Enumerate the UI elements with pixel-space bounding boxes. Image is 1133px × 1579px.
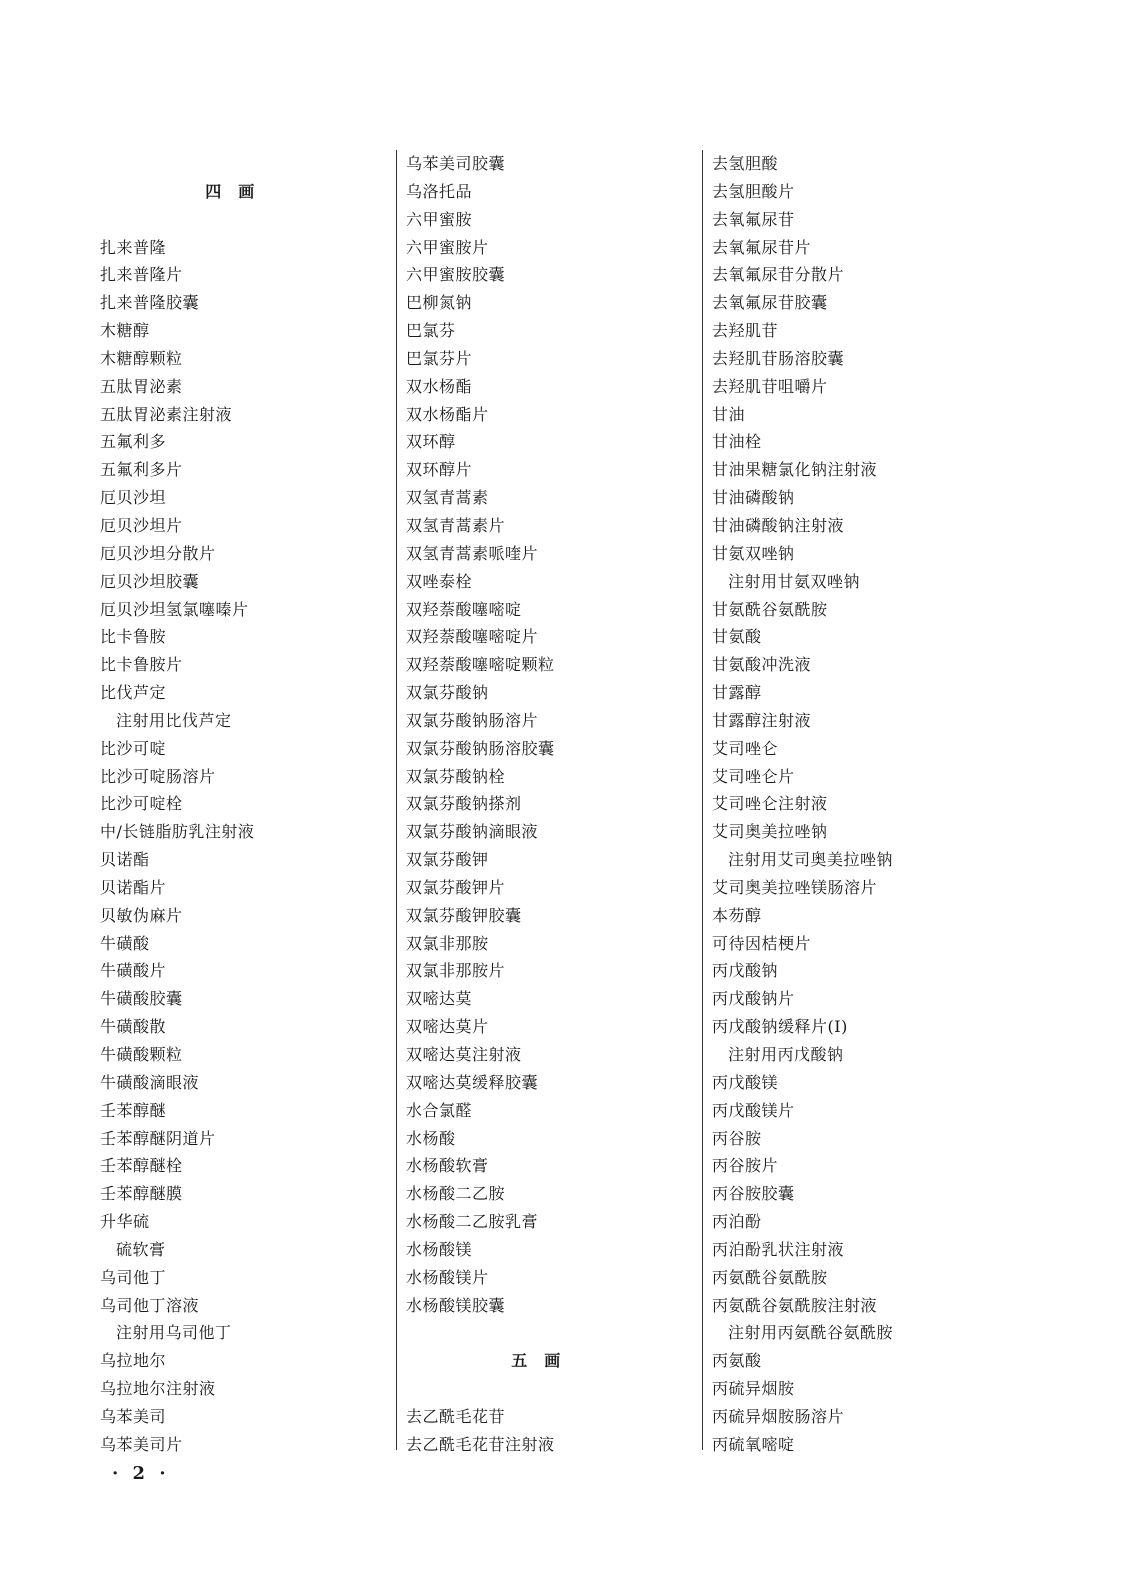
- index-entry: 水杨酸镁胶囊: [406, 1295, 506, 1315]
- index-entry: 丙泊酚: [712, 1212, 762, 1232]
- index-subentry: 注射用丙氨酰谷氨酰胺: [728, 1323, 894, 1343]
- index-subentry: 注射用丙戊酸钠: [728, 1045, 844, 1064]
- index-entry: 壬苯醇醚膜: [100, 1184, 183, 1204]
- index-entry: 比卡鲁胺片: [100, 655, 183, 675]
- index-entry: 去氢胆酸: [712, 154, 779, 173]
- index-entry: 艾司唑仑: [712, 738, 779, 758]
- index-entry: 乌苯美司胶囊: [406, 154, 506, 173]
- index-entry: 去乙酰毛花苷: [406, 1406, 506, 1426]
- index-entry: 丙氨酰谷氨酰胺: [712, 1267, 828, 1287]
- index-entry: 甘氨酰谷氨酰胺: [712, 599, 828, 619]
- index-entry: 丙氨酰谷氨酰胺注射液: [712, 1295, 878, 1315]
- index-entry: 巴柳氮钠: [406, 293, 473, 313]
- index-entry: 双环醇片: [406, 460, 473, 480]
- index-entry: 牛磺酸: [100, 933, 150, 953]
- index-entry: 牛磺酸滴眼液: [100, 1072, 200, 1092]
- index-entry: 厄贝沙坦氢氯噻嗪片: [100, 599, 249, 619]
- index-entry: 乌拉地尔注射液: [100, 1379, 216, 1399]
- spacer: [406, 1375, 696, 1403]
- index-entry: 壬苯醇醚栓: [100, 1156, 183, 1176]
- index-entry: 牛磺酸颗粒: [100, 1045, 183, 1064]
- index-entry: 艾司奥美拉唑钠: [712, 822, 828, 842]
- index-entry: 双唑泰栓: [406, 571, 473, 591]
- index-entry: 水杨酸镁片: [406, 1267, 489, 1287]
- index-entry: 双嘧达莫缓释胶囊: [406, 1072, 539, 1092]
- index-entry: 双氯非那胺片: [406, 961, 506, 981]
- index-entry: 双嘧达莫片: [406, 1017, 489, 1037]
- index-entry: 五氟利多片: [100, 460, 183, 480]
- index-entry: 艾司奥美拉唑镁肠溶片: [712, 877, 878, 897]
- index-entry: 六甲蜜胺片: [406, 237, 489, 257]
- index-entry: 艾司唑仑片: [712, 766, 795, 786]
- index-entry: 水杨酸二乙胺: [406, 1184, 506, 1204]
- index-entry: 五肽胃泌素: [100, 376, 183, 396]
- index-entry: 比沙可啶: [100, 738, 167, 758]
- index-entry: 双氯非那胺: [406, 933, 489, 953]
- index-entry: 牛磺酸胶囊: [100, 989, 183, 1009]
- index-entry: 六甲蜜胺: [406, 209, 473, 229]
- index-entry: 甘氨双唑钠: [712, 543, 795, 563]
- index-entry: 贝敏伪麻片: [100, 905, 183, 925]
- index-entry: 甘露醇: [712, 683, 762, 703]
- index-entry: 双氯芬酸钠肠溶胶囊: [406, 738, 555, 758]
- index-entry: 甘露醇注射液: [712, 710, 812, 730]
- column-divider: [702, 150, 703, 1450]
- index-entry: 双氯芬酸钾片: [406, 877, 506, 897]
- index-entry: 双环醇: [406, 432, 456, 452]
- index-entry: 水杨酸镁: [406, 1239, 473, 1259]
- page-number: · 2 ·: [112, 1463, 170, 1484]
- index-entry: 六甲蜜胺胶囊: [406, 265, 506, 285]
- index-entry: 双嘧达莫注射液: [406, 1045, 522, 1064]
- stroke-count-heading: 四 画: [205, 181, 255, 201]
- index-entry: 艾司唑仑注射液: [712, 794, 828, 814]
- index-entry: 去羟肌苷咀嚼片: [712, 376, 828, 396]
- index-entry: 去氢胆酸片: [712, 181, 795, 201]
- stroke-count-heading: 五 画: [511, 1351, 561, 1371]
- index-entry: 乌苯美司: [100, 1406, 167, 1426]
- index-subentry: 注射用甘氨双唑钠: [728, 571, 861, 591]
- index-entry: 丙硫异烟胺: [712, 1379, 795, 1399]
- index-column-3: [712, 150, 1012, 1459]
- spacer: [100, 150, 390, 178]
- index-entry: 甘油栓: [712, 432, 762, 452]
- index-entry: 比卡鲁胺: [100, 627, 167, 647]
- index-entry: 水杨酸软膏: [406, 1156, 489, 1176]
- index-entry: 厄贝沙坦胶囊: [100, 571, 200, 591]
- index-entry: 丙戊酸钠片: [712, 989, 795, 1009]
- index-entry: 贝诺酯: [100, 850, 150, 870]
- index-entry: 乌司他丁溶液: [100, 1295, 200, 1315]
- index-entry: 去氧氟尿苷: [712, 209, 795, 229]
- index-subentry: 注射用艾司奥美拉唑钠: [728, 850, 894, 870]
- index-entry: 甘氨酸: [712, 627, 762, 647]
- index-entry: 双氢青蒿素片: [406, 515, 506, 535]
- index-entry: 比伐芦定: [100, 683, 167, 703]
- index-entry: 丙硫异烟胺肠溶片: [712, 1406, 845, 1426]
- index-entry: 巴氯芬: [406, 321, 456, 341]
- index-subentry: 注射用比伐芦定: [116, 710, 232, 730]
- index-entry: 去氧氟尿苷胶囊: [712, 293, 828, 313]
- index-entry: 厄贝沙坦片: [100, 515, 183, 535]
- index-entry: 牛磺酸片: [100, 961, 167, 981]
- spacer: [100, 206, 390, 234]
- index-entry: 双氯芬酸钠栓: [406, 766, 506, 786]
- index-entry: 牛磺酸散: [100, 1017, 167, 1037]
- index-entry: 丙戊酸钠: [712, 961, 779, 981]
- index-entry: 去乙酰毛花苷注射液: [406, 1434, 555, 1454]
- index-entry: 甘油磷酸钠: [712, 488, 795, 508]
- index-entry: 丙戊酸镁: [712, 1072, 779, 1092]
- index-entry: 本芴醇: [712, 905, 762, 925]
- index-entry: 厄贝沙坦分散片: [100, 543, 216, 563]
- index-entry: 木糖醇颗粒: [100, 348, 183, 368]
- index-entry: 双氯芬酸钠: [406, 683, 489, 703]
- index-entry: 丙硫氧嘧啶: [712, 1434, 795, 1454]
- index-entry: 升华硫: [100, 1212, 150, 1232]
- index-entry: 乌洛托品: [406, 181, 473, 201]
- index-entry: 丙谷胺胶囊: [712, 1184, 795, 1204]
- index-entry: 去氧氟尿苷分散片: [712, 265, 845, 285]
- index-entry: 壬苯醇醚阴道片: [100, 1128, 216, 1148]
- index-entry: 水杨酸: [406, 1128, 456, 1148]
- index-entry: 双羟萘酸噻嘧啶: [406, 599, 522, 619]
- index-entry: 丙氨酸: [712, 1351, 762, 1371]
- index-entry: 双氯芬酸钾: [406, 850, 489, 870]
- index-entry: 五氟利多: [100, 432, 167, 452]
- index-subentry: 硫软膏: [116, 1239, 166, 1259]
- column-divider: [396, 150, 397, 1450]
- index-entry: 比沙可啶栓: [100, 794, 183, 814]
- index-entry: 壬苯醇醚: [100, 1100, 167, 1120]
- index-entry: 双水杨酯片: [406, 404, 489, 424]
- index-column-2: [406, 150, 696, 1459]
- index-entry: 丙戊酸镁片: [712, 1100, 795, 1120]
- index-entry: 去羟肌苷: [712, 321, 779, 341]
- index-entry: 厄贝沙坦: [100, 488, 167, 508]
- index-entry: 扎来普隆: [100, 237, 167, 257]
- index-column-1: [100, 150, 390, 1459]
- index-entry: 丙泊酚乳状注射液: [712, 1239, 845, 1259]
- index-entry: 扎来普隆胶囊: [100, 293, 200, 313]
- index-entry: 可待因桔梗片: [712, 933, 812, 953]
- index-entry: 木糖醇: [100, 321, 150, 341]
- index-entry: 丙戊酸钠缓释片(Ⅰ): [712, 1017, 848, 1037]
- index-entry: 甘油磷酸钠注射液: [712, 515, 845, 535]
- index-entry: 甘氨酸冲洗液: [712, 655, 812, 675]
- index-entry: 甘油: [712, 404, 746, 424]
- index-entry: 五肽胃泌素注射液: [100, 404, 233, 424]
- index-entry: 水杨酸二乙胺乳膏: [406, 1212, 539, 1232]
- spacer: [406, 1319, 696, 1347]
- index-entry: 双羟萘酸噻嘧啶颗粒: [406, 655, 555, 675]
- index-entry: 去羟肌苷肠溶胶囊: [712, 348, 845, 368]
- index-entry: 丙谷胺: [712, 1128, 762, 1148]
- index-subentry: 注射用乌司他丁: [116, 1323, 232, 1343]
- index-entry: 丙谷胺片: [712, 1156, 779, 1176]
- index-entry: 去氧氟尿苷片: [712, 237, 812, 257]
- index-entry: 贝诺酯片: [100, 877, 167, 897]
- index-entry: 双氯芬酸钠搽剂: [406, 794, 522, 814]
- index-entry: 中/长链脂肪乳注射液: [100, 822, 255, 842]
- index-entry: 扎来普隆片: [100, 265, 183, 285]
- index-entry: 双氢青蒿素: [406, 488, 489, 508]
- index-entry: 水合氯醛: [406, 1100, 473, 1120]
- index-entry: 双氯芬酸钾胶囊: [406, 905, 522, 925]
- index-entry: 双氢青蒿素哌喹片: [406, 543, 539, 563]
- index-entry: 比沙可啶肠溶片: [100, 766, 216, 786]
- index-entry: 双氯芬酸钠滴眼液: [406, 822, 539, 842]
- index-entry: 乌苯美司片: [100, 1434, 183, 1454]
- index-entry: 双氯芬酸钠肠溶片: [406, 710, 539, 730]
- index-entry: 双水杨酯: [406, 376, 473, 396]
- index-entry: 甘油果糖氯化钠注射液: [712, 460, 878, 480]
- index-entry: 巴氯芬片: [406, 348, 473, 368]
- index-entry: 乌司他丁: [100, 1267, 167, 1287]
- index-entry: 乌拉地尔: [100, 1351, 167, 1371]
- index-entry: 双羟萘酸噻嘧啶片: [406, 627, 539, 647]
- index-entry: 双嘧达莫: [406, 989, 473, 1009]
